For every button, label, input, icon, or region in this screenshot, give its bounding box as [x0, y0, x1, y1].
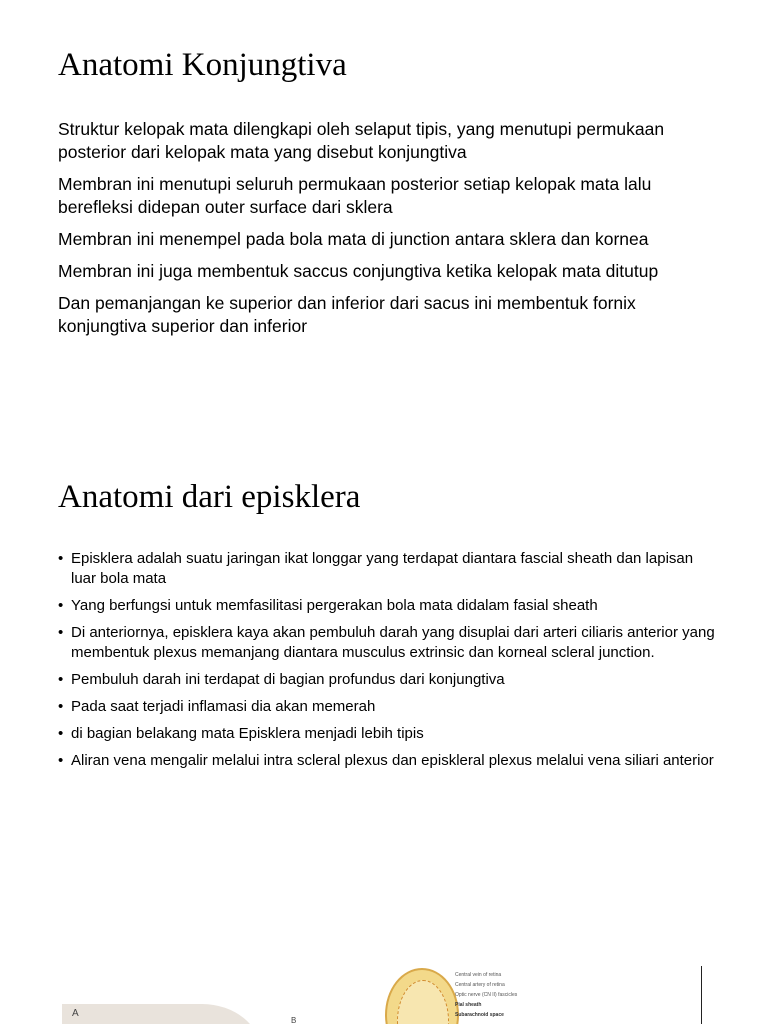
bullet-dot: •	[58, 671, 64, 688]
slide-anatomy-figures-partial	[0, 960, 768, 1024]
diagram-label: Pial sheath	[455, 1002, 482, 1008]
bullet-dot: •	[58, 597, 64, 614]
slide-anatomi-episklera	[0, 430, 768, 960]
eyelid-diagram	[62, 994, 262, 1024]
bullet-text: Aliran vena mengalir melalui intra scleral plexus dan episkleral plexus melalui vena siliari anterior	[71, 752, 714, 769]
bullet-item	[58, 596, 718, 616]
slide-anatomi-konjungtiva	[0, 0, 768, 430]
bullet-item	[58, 670, 718, 690]
optic-nerve-labels	[455, 970, 517, 1020]
bullet-dot: •	[58, 752, 64, 769]
bullet-dot: •	[58, 698, 64, 715]
eyelid-diagram-shape	[62, 1004, 262, 1024]
bullet-text: Di anteriornya, episklera kaya akan pembuluh darah yang disuplai dari arteri ciliaris anterior yang membentuk plexus memanjang diantara musculus extrinsic dan korneal scleral junction.	[71, 624, 715, 661]
bullet-dot: •	[58, 550, 64, 567]
bullet-item	[58, 751, 718, 771]
optic-nerve-cross-section	[385, 968, 459, 1024]
bullet-text: Episklera adalah suatu jaringan ikat longgar yang terdapat diantara fascial sheath dan lapisan luar bola mata	[71, 550, 694, 587]
bullet-text: Yang berfungsi untuk memfasilitasi pergerakan bola mata didalam fasial sheath	[71, 597, 598, 614]
bullet-list	[58, 549, 718, 778]
paragraph-list	[58, 118, 718, 347]
diagram-label: Subarachnoid space	[455, 1012, 504, 1018]
diagram-label: Central artery of retina	[455, 982, 505, 988]
diagram-label: Optic nerve (CN II) fascicles	[455, 992, 518, 998]
optic-nerve-core	[397, 980, 449, 1024]
bullet-item	[58, 623, 718, 663]
bullet-dot: •	[58, 725, 64, 742]
slide-edge-divider	[701, 966, 702, 1024]
bullet-text: Pembuluh darah ini terdapat di bagian profundus dari konjungtiva	[71, 671, 505, 688]
figure-b-label: B	[291, 1016, 297, 1024]
paragraph: Membran ini menempel pada bola mata di junction antara sklera dan kornea	[58, 229, 649, 249]
bullet-item	[58, 697, 718, 717]
slide-title: Anatomi Konjungtiva	[58, 47, 347, 83]
diagram-label: Central vein of retina	[455, 972, 502, 978]
slide-title: Anatomi dari episklera	[58, 479, 361, 515]
bullet-text: Pada saat terjadi inflamasi dia akan memerah	[71, 698, 376, 715]
paragraph: Membran ini menutupi seluruh permukaan posterior setiap kelopak mata lalu berefleksi didepan outer surface dari sklera	[58, 174, 652, 217]
paragraph: Dan pemanjangan ke superior dan inferior dari sacus ini membentuk fornix konjungtiva superior dan inferior	[58, 293, 636, 336]
bullet-item	[58, 549, 718, 589]
figure-a-label: A	[72, 1008, 79, 1019]
bullet-dot: •	[58, 624, 64, 641]
bullet-item	[58, 724, 718, 744]
paragraph: Struktur kelopak mata dilengkapi oleh selaput tipis, yang menutupi permukaan posterior dari kelopak mata yang disebut konjungtiva	[58, 119, 665, 162]
paragraph: Membran ini juga membentuk saccus conjungtiva ketika kelopak mata ditutup	[58, 261, 659, 281]
bullet-text: di bagian belakang mata Episklera menjadi lebih tipis	[71, 725, 424, 742]
